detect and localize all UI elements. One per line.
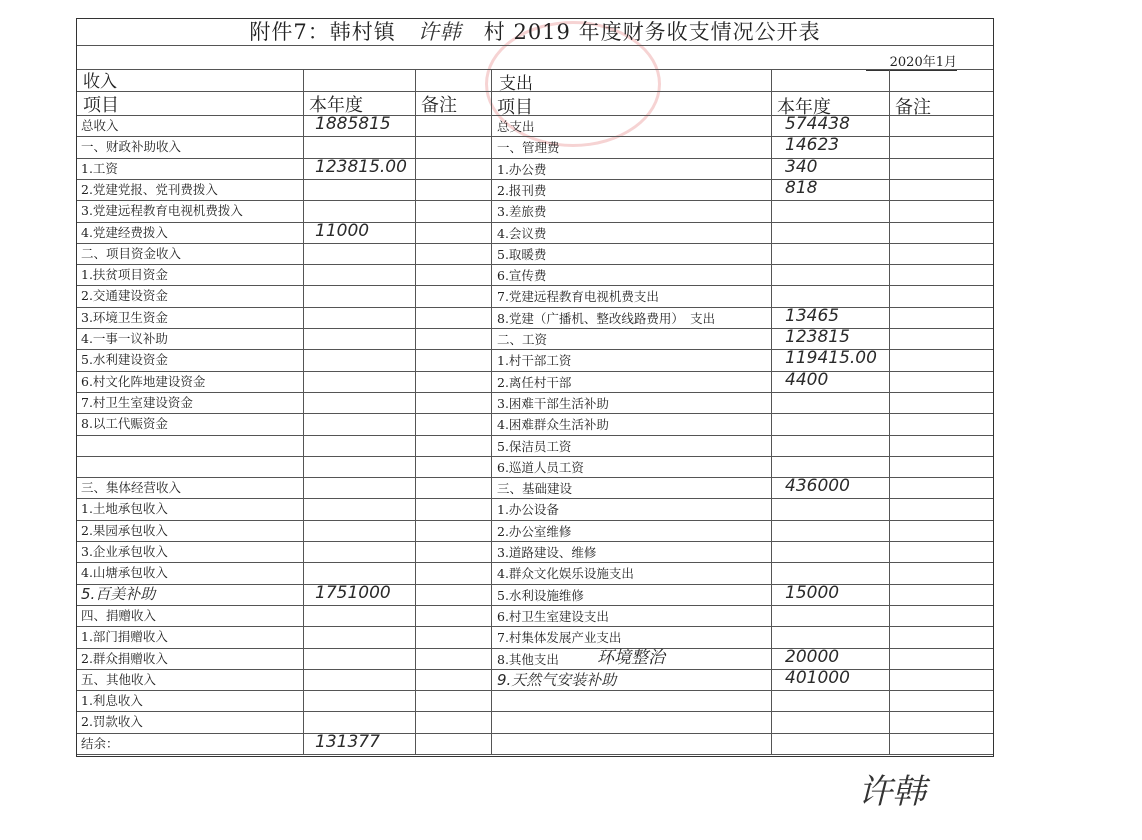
income-header-2: 备注 [421,95,457,116]
expense-value: 123815 [785,327,850,347]
income-item: 2.群众捐赠收入 [81,650,168,666]
income-item: 4.山塘承包收入 [81,565,168,581]
income-value: 1885815 [315,114,391,134]
expense-item: 3.差旅费 [497,204,547,220]
expense-value: 340 [785,156,818,177]
expense-note: 环境整治 [597,647,665,668]
income-item: 3.环境卫生资金 [81,309,168,325]
row-rule [77,711,993,712]
expense-item: 1.村干部工资 [497,353,572,369]
expense-item: 4.会议费 [497,225,547,241]
expense-item: 8.党建（广播机、整改线路费用） 支出 [497,310,716,326]
date-rule [77,69,993,70]
expense-item: 5.保洁员工资 [497,438,572,454]
title-suffix: 村 2019 年度财务收支情况公开表 [483,20,821,44]
grid-line [771,69,772,754]
expense-header-1: 本年度 [777,97,831,118]
expense-item: 3.困难干部生活补助 [497,395,609,411]
income-value: 11000 [315,220,370,241]
income-value: 123815.00 [315,156,407,177]
expense-item: 总支出 [497,119,535,134]
income-section-label: 收入 [83,72,117,92]
expense-value: 401000 [785,667,850,688]
signature: 许韩 [858,772,926,812]
income-value: 1751000 [315,582,391,603]
expense-item: 2.办公室维修 [497,523,572,539]
expense-item: 3.道路建设、维修 [497,545,597,560]
expense-item: 5.取暖费 [497,246,547,262]
income-item: 1.部门捐赠收入 [81,629,168,645]
expense-item: 6.村卫生室建设支出 [497,608,609,624]
expense-item: 1.办公设备 [497,502,559,518]
income-item: 结余： [81,735,119,751]
expense-item: 6.巡道人员工资 [497,459,584,475]
income-item: 五、其他收入 [81,671,157,687]
expense-item: 6.宣传费 [497,268,547,284]
expense-item: 7.党建远程教育电视机费支出 [497,289,659,305]
income-item: 二、项目资金收入 [81,245,182,261]
income-header-0: 项目 [83,95,119,116]
income-item: 3.企业承包收入 [81,544,168,559]
header-rule [77,115,993,116]
report-date: 2020年1月 [866,51,957,71]
expense-item: 2.报刊费 [497,182,547,198]
row-rule [77,754,993,755]
expense-value: 13465 [785,305,840,326]
income-item: 2.罚款收入 [81,714,143,730]
expense-item: 7.村集体发展产业支出 [497,630,622,646]
expense-item: 5.水利设施维修 [497,587,584,603]
expense-item: 一、管理费 [497,140,560,156]
village-name: 许韩 [400,19,480,46]
grid-line [889,69,890,754]
section-rule [77,91,993,92]
expense-value: 119415.00 [785,348,877,369]
expense-section-label: 支出 [499,74,533,94]
expense-value: 14623 [785,135,840,156]
grid-line [415,69,416,754]
income-item: 6.村文化阵地建设资金 [81,373,206,389]
expense-header-0: 项目 [497,97,533,118]
income-item: 5.水利建设资金 [81,352,168,368]
income-item: 2.党建党报、党刊费拨入 [81,181,218,197]
row-rule [77,733,993,734]
expense-item: 8.其他支出 [497,651,559,667]
expense-item: 4.群众文化娱乐设施支出 [497,566,634,582]
grid-line [303,69,304,754]
expense-value: 20000 [785,646,840,667]
income-item: 7.村卫生室建设资金 [81,394,193,410]
expense-value: 15000 [785,582,840,603]
income-item: 8.以工代赈资金 [81,416,168,432]
expense-item: 三、基础建设 [497,481,573,497]
income-item: 一、财政补助收入 [81,139,182,155]
title-rule [77,45,993,46]
income-item: 4.一事一议补助 [81,331,168,346]
income-item: 2.果园承包收入 [81,522,168,538]
income-item: 1.利息收入 [81,693,143,709]
income-item: 1.扶贫项目资金 [81,267,168,283]
expense-value: 818 [785,177,818,198]
income-item: 3.党建远程教育电视机费拨入 [81,203,243,219]
income-value: 131377 [315,731,380,752]
income-item: 4.党建经费拨入 [81,224,168,240]
income-item: 2.交通建设资金 [81,288,168,304]
expense-value: 574438 [785,114,850,134]
expense-value: 4400 [785,369,829,390]
expense-item: 2.离任村干部 [497,374,572,390]
income-header-1: 本年度 [309,95,363,116]
expense-item: 二、工资 [497,332,548,347]
finance-table [76,18,994,757]
expense-value: 436000 [785,476,850,497]
expense-item: 1.办公费 [497,161,547,177]
income-item: 三、集体经营收入 [81,480,182,496]
income-item: 5.百美补助 [81,584,156,603]
expense-header-2: 备注 [895,97,931,118]
expense-item: 4.困难群众生活补助 [497,417,609,433]
title-prefix: 附件7：韩村镇 [249,20,396,44]
income-item: 四、捐赠收入 [81,607,157,623]
page-title [77,19,993,45]
income-item: 总收入 [81,118,119,133]
income-item: 1.土地承包收入 [81,501,168,517]
expense-item: 9.天然气安装补助 [497,670,617,689]
income-item: 1.工资 [81,160,118,176]
grid-line [491,69,492,754]
